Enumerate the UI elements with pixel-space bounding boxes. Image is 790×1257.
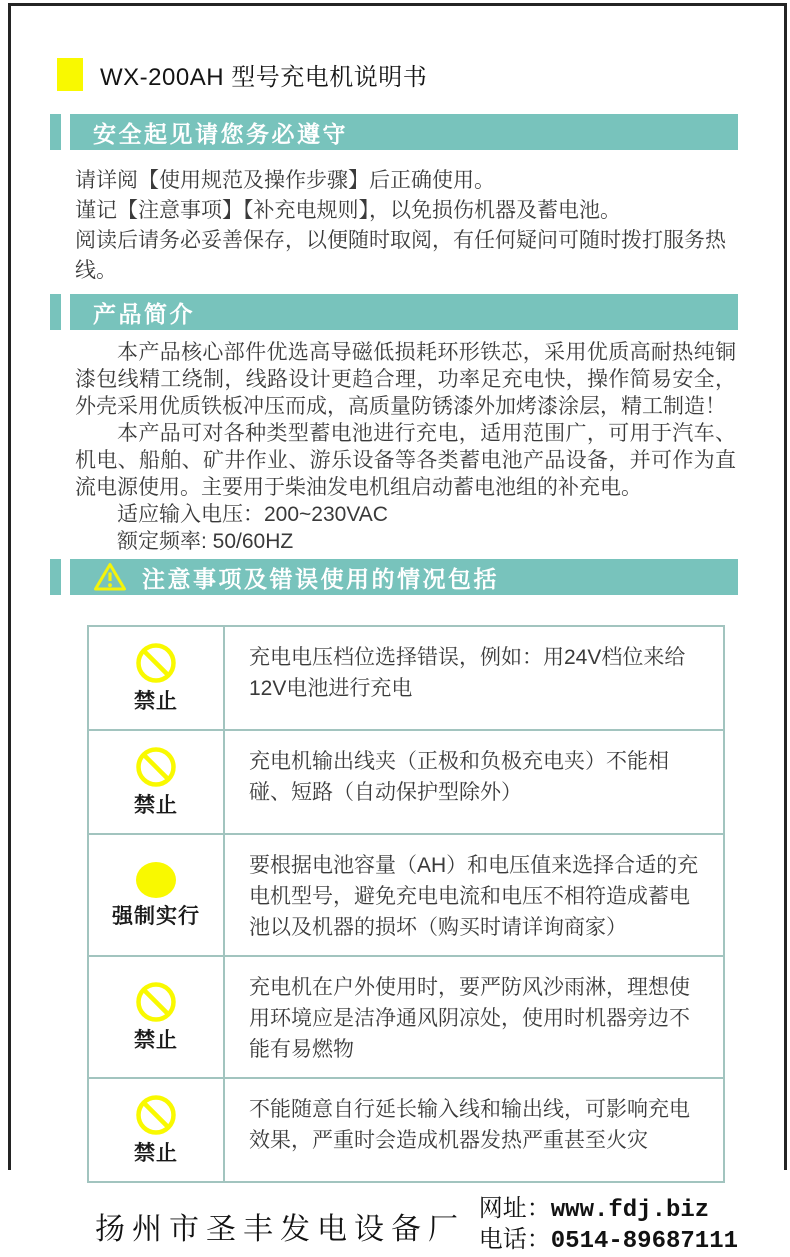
phone-line [479,1226,738,1257]
caution-row [89,627,723,731]
website-label: 网址： [478,1196,551,1222]
contact-info [479,1195,738,1257]
phone-value: 0514-89687111 [550,1228,738,1255]
document-header [57,57,784,92]
caution-icon-label: 禁止 [134,1028,178,1052]
safety-line: 阅读后请务必妥善保存，以便随时取阅，有任何疑问可随时拨打服务热线。 [75,229,726,282]
prohibit-icon [135,642,177,684]
caution-text: 不能随意自行延长输入线和输出线，可影响充电效果，严重时会造成机器发热严重甚至火灾 [249,1098,690,1152]
caution-row [89,957,723,1079]
caution-icon-cell [89,835,225,955]
caution-icon-cell [89,1079,225,1181]
warning-triangle-icon [93,562,127,592]
spec-line: 额定频率: 50/60HZ [117,530,294,553]
safety-paragraph [75,166,738,286]
caution-icon-label: 禁止 [134,1141,178,1165]
section-heading-safety-label: 安全起见请您务必遵守 [93,120,348,147]
page-footer [95,1195,738,1257]
section-header-cautions [50,559,738,595]
band-tick-icon [50,559,61,595]
section-heading-cautions [70,559,738,595]
spec-line: 适应输入电压：200~230VAC [117,503,388,526]
company-name: 扬州市圣丰发电设备厂 [95,1213,465,1246]
section-heading-intro-label: 产品简介 [93,300,195,327]
section-heading-safety [70,114,738,150]
yellow-square-marker [57,58,83,91]
caution-icon-cell [89,731,225,833]
band-tick-icon [50,294,61,330]
caution-text: 充电机输出线夹（正极和负极充电夹）不能相碰、短路（自动保护型除外） [249,750,669,804]
prohibit-icon [135,746,177,788]
caution-icon-label: 禁止 [134,689,178,713]
caution-row [89,1079,723,1181]
page-frame [8,3,787,1255]
caution-icon-cell [89,627,225,729]
section-header-safety [50,114,738,150]
prohibit-icon [135,981,177,1023]
caution-text: 充电电压档位选择错误，例如：用24V档位来给12V电池进行充电 [249,646,686,700]
band-tick-icon [50,114,61,150]
website-line [479,1195,738,1226]
safety-line: 谨记【注意事项】【补充电规则】，以免损伤机器及蓄电池。 [75,199,621,222]
caution-text: 要根据电池容量（AH）和电压值来选择合适的充电机型号，避免充电电流和电压不相符造成蓄电池以及机器的损坏（购买时请详询商家） [249,854,699,939]
mandatory-icon [135,861,177,899]
spec-lines [75,501,736,555]
page-title: WX-200AH 型号充电机说明书 [100,64,428,91]
caution-icon-label: 强制实行 [112,904,200,928]
caution-icon-cell [89,957,225,1077]
section-header-intro [50,294,738,330]
phone-label: 电话： [478,1227,551,1253]
caution-row [89,835,723,957]
section-heading-cautions-label: 注意事项及错误使用的情况包括 [142,565,499,592]
caution-row [89,731,723,835]
caution-text: 充电机在户外使用时，要严防风沙雨淋，理想使用环境应是洁净通风阴凉处，使用时机器旁边不能有易燃物 [249,976,690,1061]
cautions-table [87,625,725,1183]
prohibit-icon [135,1094,177,1136]
caution-icon-label: 禁止 [134,793,178,817]
intro-paragraph: 本产品可对各种类型蓄电池进行充电，适用范围广，可用于汽车、机电、船舶、矿井作业、游乐设备等各类蓄电池产品设备，并可作为直流电源使用。主要用于柴油发电机组启动蓄电池组的补充电。 [75,422,736,499]
section-heading-intro [70,294,738,330]
safety-line: 请详阅【使用规范及操作步骤】后正确使用。 [75,169,495,192]
intro-paragraph: 本产品核心部件优选高导磁低损耗环形铁芯，采用优质高耐热纯铜漆包线精工绕制，线路设计更趋合理，功率足充电快，操作简易安全，外壳采用优质铁板冲压而成，高质量防锈漆外加烤漆涂层，精工制造！ [75,341,736,418]
website-value: www.fdj.biz [550,1197,710,1224]
intro-paragraphs [75,339,736,501]
